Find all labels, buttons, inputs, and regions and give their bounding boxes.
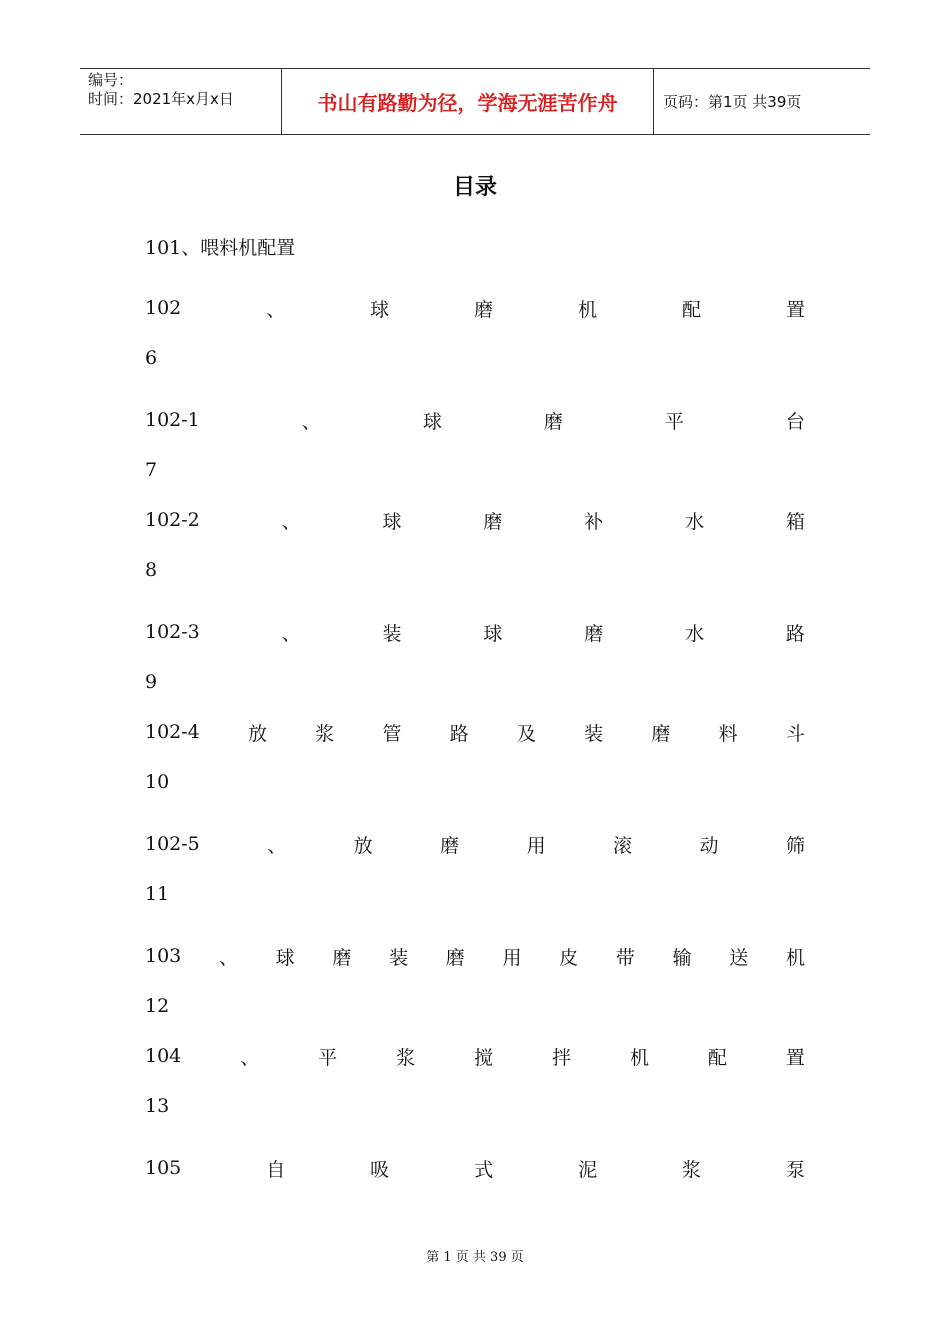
toc-entry-text: 102: [145, 297, 182, 319]
toc-entry-text: 动: [699, 834, 719, 857]
toc-entry-text: 机: [578, 298, 598, 321]
toc-entry-text: 水: [685, 622, 705, 645]
toc-entry[interactable]: [145, 1155, 805, 1181]
toc-entry-text: 箱: [785, 510, 805, 533]
toc-entry-text: 102-5: [145, 833, 200, 855]
toc-entry-text: 及: [516, 722, 536, 745]
toc-entry[interactable]: [145, 943, 805, 969]
toc-entry-text: 放: [248, 722, 268, 745]
toc-entry[interactable]: [145, 295, 805, 321]
toc-entry-text: 带: [615, 946, 635, 969]
toc-entry-text: 用: [502, 946, 522, 969]
toc-entry[interactable]: [145, 831, 805, 857]
toc-entry-text: 置: [785, 1046, 805, 1069]
toc-entry-text: 磨: [543, 410, 563, 433]
toc-entry-text: 用: [526, 834, 546, 857]
toc-entry-text: 球: [275, 946, 295, 969]
toc-entry-text: 、: [266, 298, 286, 321]
toc-entry-text: 送: [729, 946, 749, 969]
toc-entry-text: 输: [672, 946, 692, 969]
toc-page-number: 9: [145, 671, 158, 693]
toc-entry-text: 、: [301, 410, 321, 433]
toc-entry[interactable]: [145, 1043, 805, 1069]
header-page-count: 页码：第1页 共39页: [663, 93, 802, 111]
toc-page-number: 11: [145, 883, 170, 905]
toc-entry-text: 泵: [785, 1158, 805, 1181]
toc-entry-text: 、: [281, 622, 301, 645]
toc-entry-text: 料: [718, 722, 738, 745]
page-footer: 第 1 页 共 39 页: [426, 1250, 524, 1265]
toc-entry-text: 台: [785, 410, 805, 433]
toc-page-number: 7: [145, 459, 158, 481]
toc-entry-text: 球: [422, 410, 442, 433]
toc-entry-text: 泥: [578, 1158, 598, 1181]
toc-entry-text: 102-2: [145, 509, 200, 531]
document-number-label: 编号：: [88, 71, 134, 89]
toc-entry-text: 平: [318, 1046, 338, 1069]
toc-page-number: 13: [145, 1095, 170, 1117]
toc-entry-text: 102-4: [145, 721, 200, 743]
toc-entry-text: 104: [145, 1045, 182, 1067]
toc-entry-text: 102-3: [145, 621, 200, 643]
toc-page-number: 10: [145, 771, 170, 793]
toc-entry[interactable]: [145, 719, 805, 745]
toc-entry-text: 101、喂料机配置: [145, 236, 296, 259]
toc-entry-text: 机: [785, 946, 805, 969]
toc-entry-text: 搅: [474, 1046, 494, 1069]
toc-entry-text: 式: [474, 1158, 494, 1181]
toc-entry-text: 补: [584, 510, 604, 533]
toc-entry-text: 装: [382, 622, 402, 645]
toc-entry-text: 102-1: [145, 409, 200, 431]
toc-entry-text: 自: [266, 1158, 286, 1181]
toc-entry[interactable]: [145, 619, 805, 645]
toc-entry-text: 磨: [474, 298, 494, 321]
toc-entry-text: 球: [370, 298, 390, 321]
toc-entry-text: 放: [353, 834, 373, 857]
toc-entry-text: 路: [449, 722, 469, 745]
toc-entry-text: 水: [685, 510, 705, 533]
toc-entry-text: 、: [240, 1046, 260, 1069]
toc-entry-text: 球: [382, 510, 402, 533]
page-header: [80, 68, 870, 135]
toc-entry-text: 磨: [440, 834, 460, 857]
toc-entry-text: 滚: [613, 834, 633, 857]
toc-entry-text: 浆: [315, 722, 335, 745]
toc-entry-text: 磨: [651, 722, 671, 745]
toc-entry-text: 路: [785, 622, 805, 645]
toc-entry-text: 105: [145, 1157, 182, 1179]
toc-entry-text: 平: [664, 410, 684, 433]
toc-entry[interactable]: [145, 507, 805, 533]
toc-entry-text: 斗: [785, 722, 805, 745]
toc-page-number: 12: [145, 995, 170, 1017]
toc-entry-text: 装: [584, 722, 604, 745]
toc-entry-text: 103: [145, 945, 182, 967]
header-motto: 书山有路勤为径，学海无涯苦作舟: [282, 69, 654, 134]
toc-entry-text: 球: [483, 622, 503, 645]
header-meta: [80, 69, 282, 134]
toc-page-number: 6: [145, 347, 158, 369]
toc-entry-text: 浆: [682, 1158, 702, 1181]
page-title: 目录: [452, 175, 497, 200]
toc-entry-text: 配: [707, 1046, 727, 1069]
toc-entry-text: 皮: [559, 946, 579, 969]
toc-entry-text: 管: [382, 722, 402, 745]
toc-entry[interactable]: [145, 233, 805, 259]
document-time-label: 时间：2021年x月x日: [88, 90, 234, 108]
toc-entry-text: 磨: [584, 622, 604, 645]
toc-entry-text: 、: [267, 834, 287, 857]
toc-entry-text: 装: [389, 946, 409, 969]
toc-entry-text: 置: [785, 298, 805, 321]
toc-entry-text: 筛: [785, 834, 805, 857]
toc-entry-text: 拌: [552, 1046, 572, 1069]
toc-entry-text: 、: [218, 946, 238, 969]
toc-entry-text: 配: [682, 298, 702, 321]
toc-entry-text: 磨: [332, 946, 352, 969]
toc-page-number: 8: [145, 559, 158, 581]
toc-entry-text: 吸: [370, 1158, 390, 1181]
toc-entry[interactable]: [145, 407, 805, 433]
toc-entry-text: 磨: [483, 510, 503, 533]
toc-entry-text: 浆: [396, 1046, 416, 1069]
toc-entry-text: 机: [629, 1046, 649, 1069]
toc-entry-text: 、: [281, 510, 301, 533]
toc-entry-text: 磨: [445, 946, 465, 969]
